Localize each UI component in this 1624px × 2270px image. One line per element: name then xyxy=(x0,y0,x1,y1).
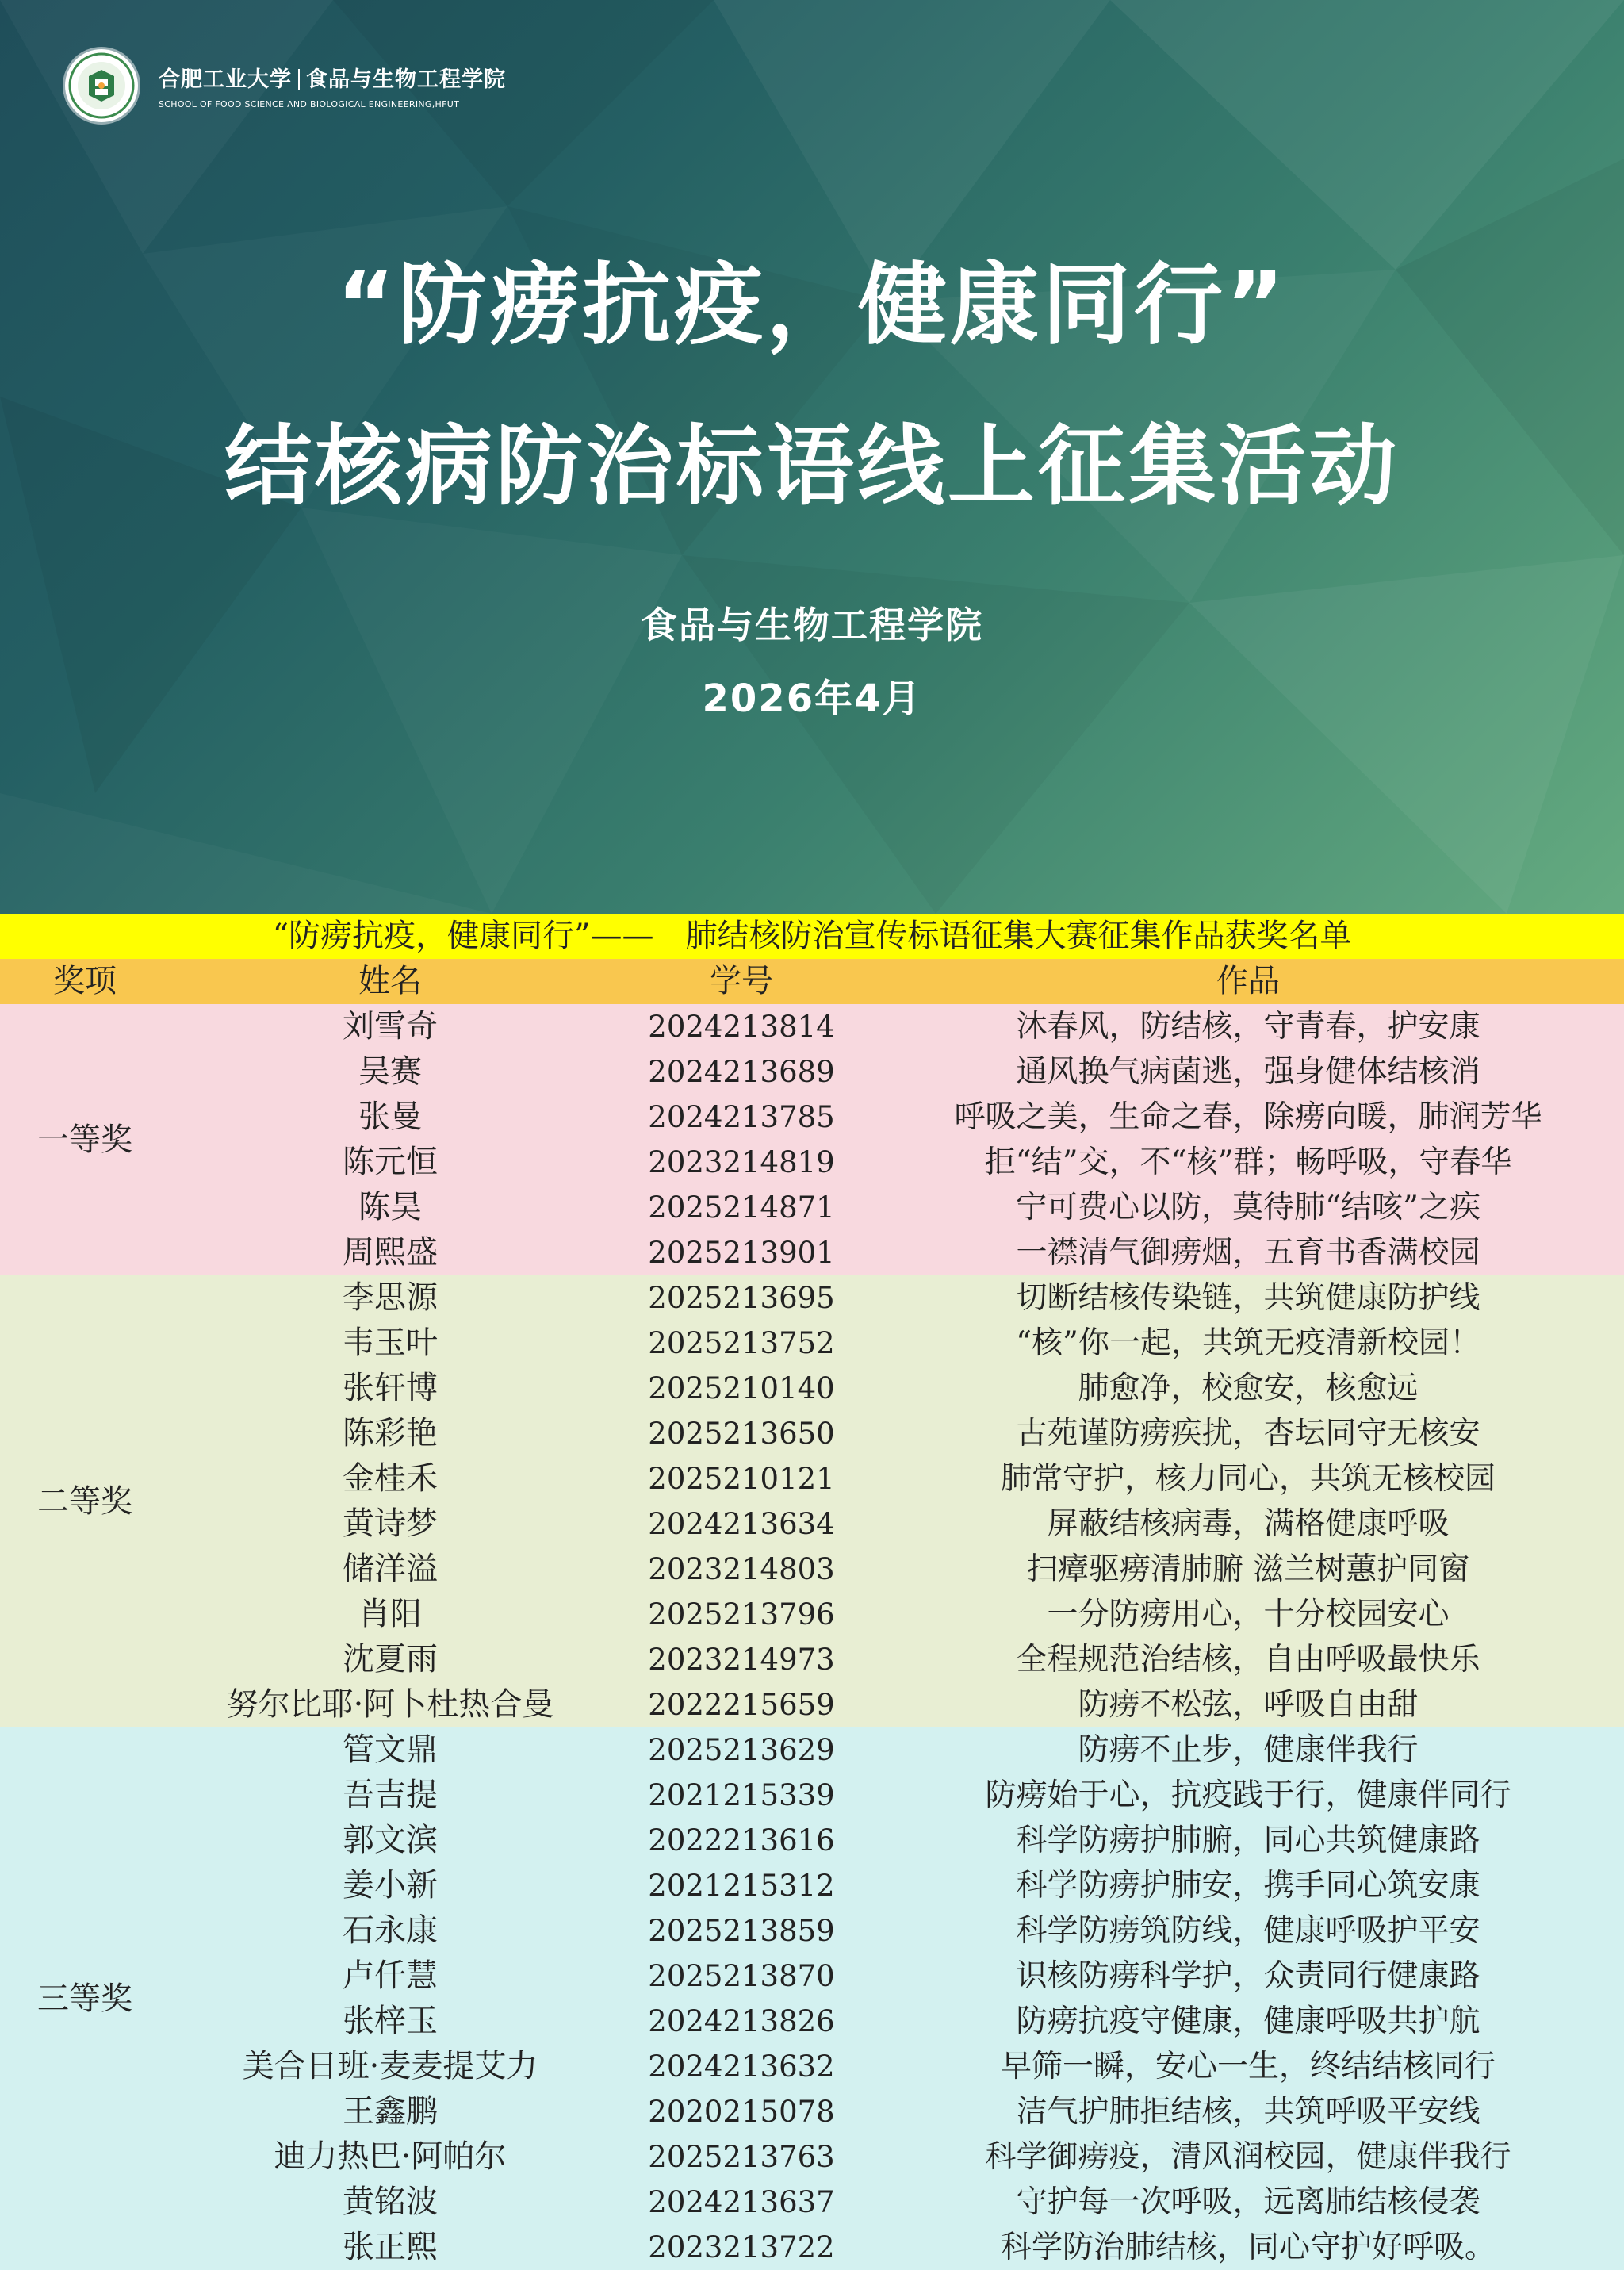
student-name-cell: 韦玉叶 xyxy=(170,1321,611,1366)
table-row xyxy=(0,1773,1624,1818)
slogan-work-cell: 肺常守护，核力同心，共筑无核校园 xyxy=(872,1456,1624,1501)
slogan-work-cell: 通风换气病菌逃，强身健体结核消 xyxy=(872,1049,1624,1095)
table-row xyxy=(0,2134,1624,2180)
slogan-work-cell: 科学防痨筑防线，健康呼吸护平安 xyxy=(872,1908,1624,1954)
slogan-work-cell: 屏蔽结核病毒，满格健康呼吸 xyxy=(872,1501,1624,1547)
slogan-work-cell: 一襟清气御痨烟，五育书香满校园 xyxy=(872,1230,1624,1275)
table-row xyxy=(0,1547,1624,1592)
slogan-work-cell: 识核防痨科学护，众责同行健康路 xyxy=(872,1954,1624,1999)
table-row xyxy=(0,1321,1624,1366)
slogan-work-cell: 早筛一瞬，安心一生，终结结核同行 xyxy=(872,2044,1624,2089)
student-id-cell: 2025213870 xyxy=(611,1954,872,1999)
student-id-cell: 2025214871 xyxy=(611,1185,872,1230)
header-work: 作品 xyxy=(872,959,1624,1004)
student-id-cell: 2024213634 xyxy=(611,1501,872,1547)
student-name-cell: 管文鼎 xyxy=(170,1727,611,1773)
student-id-cell: 2025210121 xyxy=(611,1456,872,1501)
table-row xyxy=(0,1727,1624,1773)
student-name-cell: 石永康 xyxy=(170,1908,611,1954)
slogan-work-cell: 守护每一次呼吸，远离肺结核侵袭 xyxy=(872,2180,1624,2225)
slogan-work-cell: 切断结核传染链，共筑健康防护线 xyxy=(872,1275,1624,1321)
table-row xyxy=(0,1999,1624,2044)
student-name-cell: 陈彩艳 xyxy=(170,1411,611,1456)
student-id-cell: 2020215078 xyxy=(611,2089,872,2134)
slogan-work-cell: 拒“结”交，不“核”群；畅呼吸，守春华 xyxy=(872,1140,1624,1185)
student-name-cell: 吾吉提 xyxy=(170,1773,611,1818)
table-caption: “防痨抗疫，健康同行”—— 肺结核防治宣传标语征集大赛征集作品获奖名单 xyxy=(0,914,1624,959)
poster-date: 2026年4月 xyxy=(702,677,922,721)
student-id-cell: 2025213859 xyxy=(611,1908,872,1954)
table-row xyxy=(0,1004,1624,1049)
poster-title-line2: 结核病防治标语线上征集活动 xyxy=(224,416,1400,517)
student-name-cell: 陈元恒 xyxy=(170,1140,611,1185)
student-name-cell: 储洋溢 xyxy=(170,1547,611,1592)
slogan-work-cell: 宁可费心以防，莫待肺“结咳”之疾 xyxy=(872,1185,1624,1230)
slogan-work-cell: 洁气护肺拒结核，共筑呼吸平安线 xyxy=(872,2089,1624,2134)
table-row xyxy=(0,1863,1624,1908)
student-name-cell: 郭文滨 xyxy=(170,1818,611,1863)
prize-level-cell: 三等奖 xyxy=(0,1727,170,2270)
student-name-cell: 美合日班·麦麦提艾力 xyxy=(170,2044,611,2089)
table-row xyxy=(0,2044,1624,2089)
student-id-cell: 2023214803 xyxy=(611,1547,872,1592)
slogan-work-cell: 科学防痨护肺腑，同心共筑健康路 xyxy=(872,1818,1624,1863)
poster-college: 食品与生物工程学院 xyxy=(641,604,983,646)
slogan-work-cell: 科学防治肺结核，同心守护好呼吸。 xyxy=(872,2225,1624,2270)
table-row xyxy=(0,1140,1624,1185)
slogan-work-cell: 扫瘴驱痨清肺腑 滋兰树蕙护同窗 xyxy=(872,1547,1624,1592)
student-id-cell: 2023214973 xyxy=(611,1637,872,1682)
student-id-cell: 2022215659 xyxy=(611,1682,872,1727)
slogan-work-cell: 肺愈净，校愈安，核愈远 xyxy=(872,1366,1624,1411)
slogan-work-cell: 防痨抗疫守健康，健康呼吸共护航 xyxy=(872,1999,1624,2044)
student-name-cell: 努尔比耶·阿卜杜热合曼 xyxy=(170,1682,611,1727)
table-row xyxy=(0,1275,1624,1321)
header-student-id: 学号 xyxy=(611,959,872,1004)
slogan-work-cell: 呼吸之美，生命之春，除痨向暖，肺润芳华 xyxy=(872,1095,1624,1140)
student-id-cell: 2025213752 xyxy=(611,1321,872,1366)
table-row xyxy=(0,1682,1624,1727)
student-name-cell: 刘雪奇 xyxy=(170,1004,611,1049)
student-id-cell: 2025213763 xyxy=(611,2134,872,2180)
table-row xyxy=(0,1637,1624,1682)
table-row xyxy=(0,2180,1624,2225)
slogan-work-cell: 防痨不止步，健康伴我行 xyxy=(872,1727,1624,1773)
student-id-cell: 2021215339 xyxy=(611,1773,872,1818)
student-name-cell: 王鑫鹏 xyxy=(170,2089,611,2134)
student-id-cell: 2025213695 xyxy=(611,1275,872,1321)
slogan-work-cell: 科学防痨护肺安，携手同心筑安康 xyxy=(872,1863,1624,1908)
student-id-cell: 2022213616 xyxy=(611,1818,872,1863)
award-winners-table xyxy=(0,914,1624,2270)
table-row xyxy=(0,1411,1624,1456)
slogan-work-cell: 科学御痨疫，清风润校园，健康伴我行 xyxy=(872,2134,1624,2180)
table-row xyxy=(0,1954,1624,1999)
student-id-cell: 2025213629 xyxy=(611,1727,872,1773)
student-name-cell: 李思源 xyxy=(170,1275,611,1321)
table-header-row xyxy=(0,959,1624,1004)
slogan-work-cell: 一分防痨用心，十分校园安心 xyxy=(872,1592,1624,1637)
table-row xyxy=(0,1366,1624,1411)
student-id-cell: 2024213814 xyxy=(611,1004,872,1049)
student-name-cell: 黄铭波 xyxy=(170,2180,611,2225)
table-row xyxy=(0,1049,1624,1095)
table-caption-row xyxy=(0,914,1624,959)
slogan-work-cell: 全程规范治结核，自由呼吸最快乐 xyxy=(872,1637,1624,1682)
student-id-cell: 2025213901 xyxy=(611,1230,872,1275)
student-id-cell: 2024213632 xyxy=(611,2044,872,2089)
school-name: 合肥工业大学 xyxy=(159,67,292,92)
school-logo xyxy=(65,49,506,122)
slogan-work-cell: 古苑谨防痨疾扰，杏坛同守无核安 xyxy=(872,1411,1624,1456)
student-id-cell: 2024213637 xyxy=(611,2180,872,2225)
header-prize: 奖项 xyxy=(0,959,170,1004)
poster-title-line1: “防痨抗疫，健康同行” xyxy=(336,254,1288,357)
student-name-cell: 吴赛 xyxy=(170,1049,611,1095)
student-name-cell: 陈昊 xyxy=(170,1185,611,1230)
table-row xyxy=(0,1185,1624,1230)
student-id-cell: 2023214819 xyxy=(611,1140,872,1185)
school-english-name: SCHOOL OF FOOD SCIENCE AND BIOLOGICAL ENGINEERING,HFUT xyxy=(159,99,460,109)
student-name-cell: 张轩博 xyxy=(170,1366,611,1411)
student-name-cell: 姜小新 xyxy=(170,1863,611,1908)
student-id-cell: 2024213785 xyxy=(611,1095,872,1140)
slogan-work-cell: 防痨始于心，抗疫践于行，健康伴同行 xyxy=(872,1773,1624,1818)
student-id-cell: 2025213650 xyxy=(611,1411,872,1456)
table-row xyxy=(0,1095,1624,1140)
table-row xyxy=(0,1501,1624,1547)
prize-level-cell: 一等奖 xyxy=(0,1004,170,1275)
slogan-work-cell: “核”你一起，共筑无疫清新校园！ xyxy=(872,1321,1624,1366)
student-name-cell: 卢仟慧 xyxy=(170,1954,611,1999)
student-name-cell: 张正熙 xyxy=(170,2225,611,2270)
student-id-cell: 2024213826 xyxy=(611,1999,872,2044)
prize-level-cell: 二等奖 xyxy=(0,1275,170,1727)
student-name-cell: 金桂禾 xyxy=(170,1456,611,1501)
student-id-cell: 2021215312 xyxy=(611,1863,872,1908)
student-name-cell: 迪力热巴·阿帕尔 xyxy=(170,2134,611,2180)
table-row xyxy=(0,1456,1624,1501)
header-name: 姓名 xyxy=(170,959,611,1004)
slogan-work-cell: 防痨不松弦，呼吸自由甜 xyxy=(872,1682,1624,1727)
student-name-cell: 肖阳 xyxy=(170,1592,611,1637)
student-name-cell: 张梓玉 xyxy=(170,1999,611,2044)
table-row xyxy=(0,1818,1624,1863)
school-emblem-icon xyxy=(65,49,138,122)
table-row xyxy=(0,1908,1624,1954)
student-id-cell: 2024213689 xyxy=(611,1049,872,1095)
table-row xyxy=(0,1592,1624,1637)
college-name-logo: 食品与生物工程学院 xyxy=(306,67,506,92)
table-row xyxy=(0,2225,1624,2270)
student-id-cell: 2023213722 xyxy=(611,2225,872,2270)
student-name-cell: 张曼 xyxy=(170,1095,611,1140)
student-id-cell: 2025213796 xyxy=(611,1592,872,1637)
student-name-cell: 黄诗梦 xyxy=(170,1501,611,1547)
poster-banner xyxy=(0,0,1624,914)
student-id-cell: 2025210140 xyxy=(611,1366,872,1411)
student-name-cell: 沈夏雨 xyxy=(170,1637,611,1682)
student-name-cell: 周熙盛 xyxy=(170,1230,611,1275)
slogan-work-cell: 沐春风，防结核，守青春，护安康 xyxy=(872,1004,1624,1049)
table-row xyxy=(0,2089,1624,2134)
table-row xyxy=(0,1230,1624,1275)
